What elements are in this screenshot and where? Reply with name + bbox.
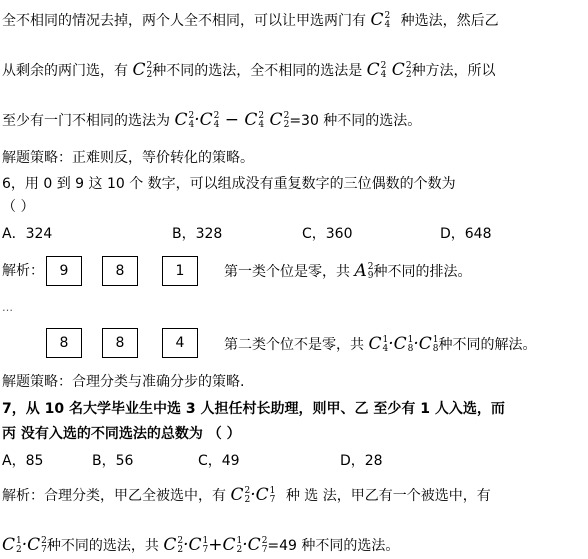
option-a: A，85 [2,453,44,469]
product-formula: C 1 4 ·C 1 8 ·C 1 8 [368,334,439,354]
strategy-line-2 [2,372,244,392]
digit-box: 8 [46,328,82,358]
question-6-paren [2,197,34,217]
formula-total: C 2 2 ·C 1 7 +C 1 2 ·C 2 7 [163,535,268,555]
text: 解析： [2,263,44,279]
text: 丙 没有入选的不同选法的总数为 （ ） [2,426,241,442]
question-6 [2,174,456,194]
text: 解析：合理分类，甲乙全被选中，有 [2,488,226,504]
ellipsis [2,298,13,318]
option-c: C，49 [198,453,240,469]
text: 解题策略：正难则反，等价转化的策略。 [2,150,254,166]
question-7 [2,399,505,419]
text: 种不同的解法。 [438,337,537,353]
text: 从剩余的两门选，有 [2,63,128,79]
option-b: B，328 [172,226,223,242]
paragraph-line-1 [2,10,499,31]
text: 解题策略：合理分类与准确分步的策略. [2,374,245,390]
question-7-line-2 [2,424,241,444]
text: 7，从 10 名大学毕业生中选 3 人担任村长助理，则甲、乙 至少有 1 人入选，而 [2,401,505,417]
text: 第一类个位是零，共 [224,264,350,280]
option-d: D，28 [340,453,383,469]
formula-expression: C 2 4 ·C 2 4 − C 2 4 C 2 2 [174,110,290,130]
digit-box: 1 [162,256,198,286]
text: 种不同的选法，全不相同的选法是 [152,63,363,79]
analysis-label [2,261,44,281]
answer-7-line-1 [2,485,491,506]
text: 种不同的排法。 [373,264,472,280]
option-d: D，648 [440,226,492,242]
text: 种方法，所以 [411,63,496,79]
text: 种选法，然后乙 [400,13,499,29]
text: … [2,301,13,314]
text: 全不相同的情况去掉，两个人全不相同，可以让甲选两门有 [2,13,366,29]
formula-c22-c71: C 2 2 ·C 1 7 [230,485,276,505]
text: 至少有一门不相同的选法为 [2,113,170,129]
answer-7-line-2 [2,535,399,556]
digit-box: 8 [102,328,138,358]
digit-box: 4 [162,328,198,358]
permutation-a92: A 2 9 [354,261,374,281]
text: 第二类个位不是零，共 [224,337,364,353]
formula-c21-c72: C 1 2 ·C 2 7 [2,535,47,555]
option-a: A．324 [2,226,53,242]
combination-c42-c22: C 2 4 C 2 2 [366,60,412,80]
combination-c22: C 2 2 [132,60,153,80]
digit-box: 8 [102,256,138,286]
combination-c42: C 2 4 [370,10,391,30]
paragraph-line-2 [2,60,496,81]
option-c: C，360 [302,226,353,242]
text: （ ） [2,199,35,215]
paragraph-line-3 [2,110,421,131]
text: =30 种不同的选法。 [289,113,422,129]
text: 种不同的选法，共 [46,538,159,554]
option-b: B，56 [92,453,134,469]
digit-box: 9 [46,256,82,286]
text: 6，用 0 到 9 这 10 个 数字，可以组成没有重复数字的三位偶数的个数为 [2,176,456,192]
case-1-text [224,261,471,282]
strategy-line-1 [2,148,254,168]
text: =49 种不同的选法。 [267,538,400,554]
text: 种 选 法，甲乙有一个被选中，有 [285,488,491,504]
case-2-text [224,334,537,355]
